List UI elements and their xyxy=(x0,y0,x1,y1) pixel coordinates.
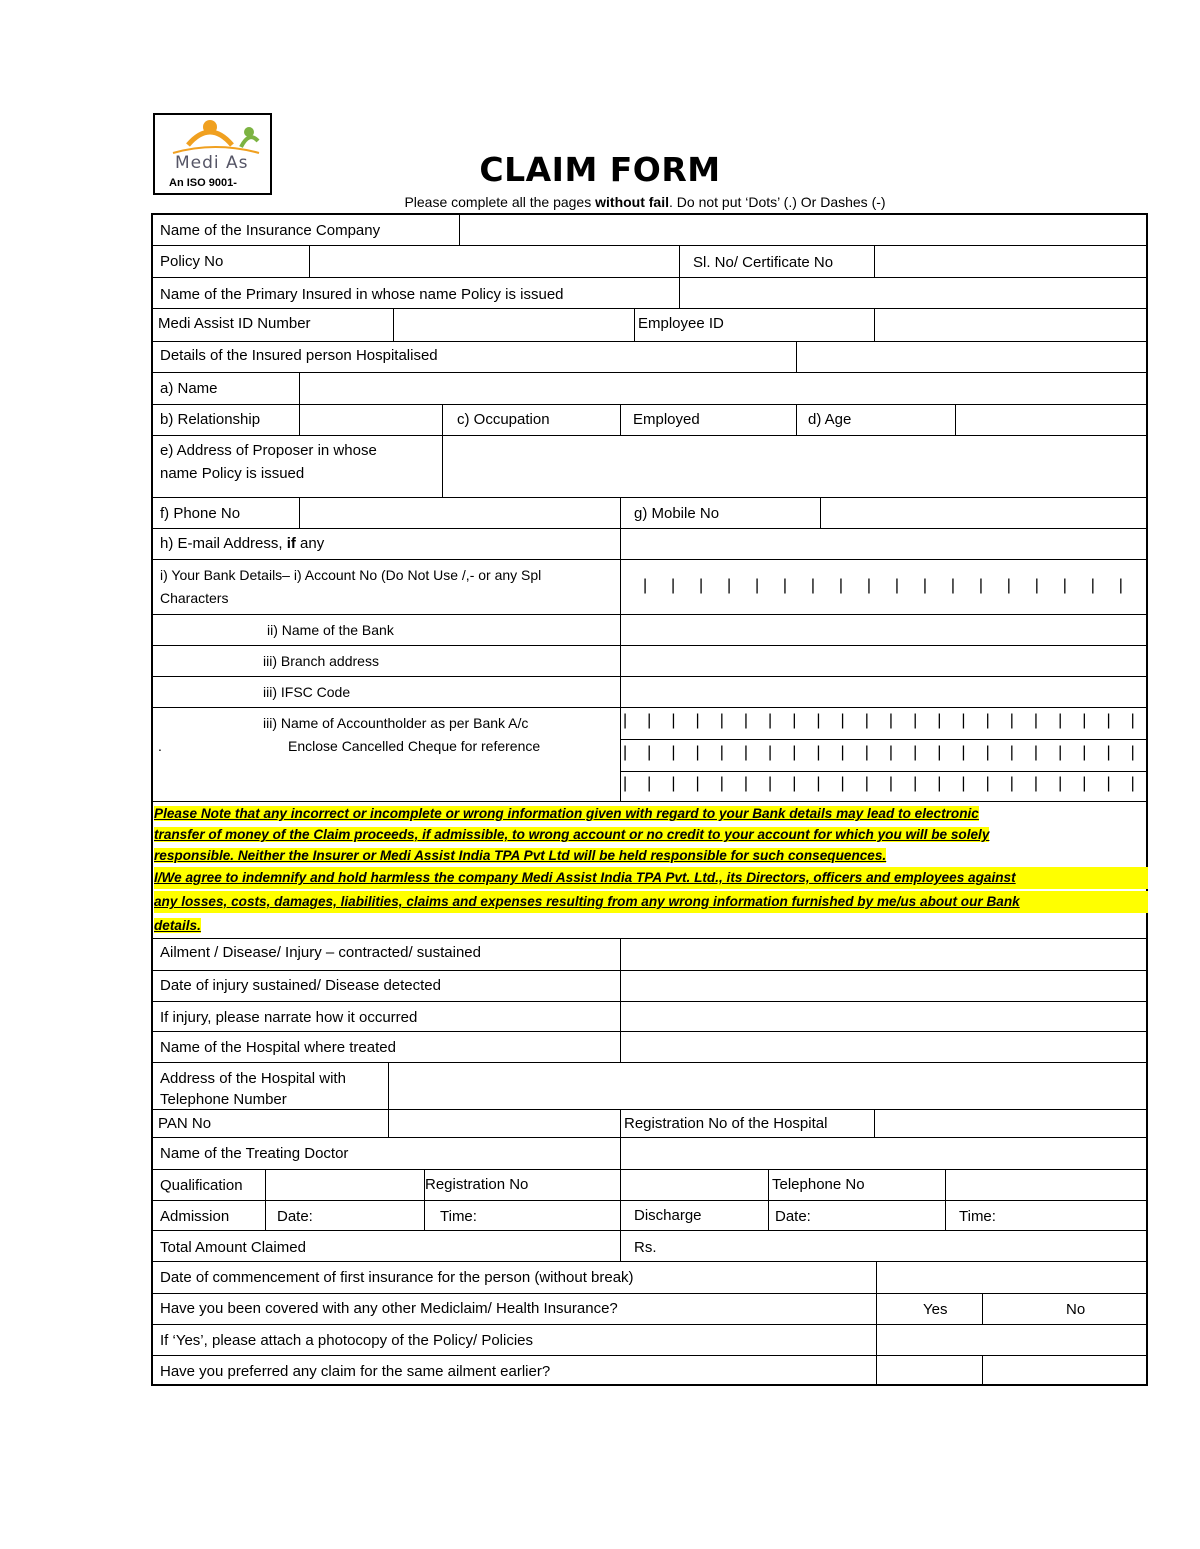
ailment-field[interactable] xyxy=(622,940,1147,970)
indemnity-line1: I/We agree to indemnify and hold harmless the company Medi Assist India TPA Pvt. Ltd., its Directors, officers and employees against xyxy=(154,867,1148,889)
email-label: h) E-mail Address, if any xyxy=(160,535,325,552)
logo-iso-text: An ISO 9001- xyxy=(169,177,237,189)
insurance-company-field[interactable] xyxy=(461,215,1147,245)
bank-note-line1: Please Note that any incorrect or incomplete or wrong information given with regard to your Bank details may lead to electronic xyxy=(154,806,979,821)
occupation-label: c) Occupation xyxy=(457,411,550,428)
indemnity-line3: details. xyxy=(154,918,201,933)
preferred-claim-yes-field[interactable] xyxy=(878,1357,982,1386)
primary-insured-label: Name of the Primary Insured in whose name Policy is issued xyxy=(160,286,564,303)
phone-label: f) Phone No xyxy=(160,505,241,522)
account-holder-label: iii) Name of Accountholder as per Bank A/c xyxy=(263,715,529,731)
employee-id-field[interactable] xyxy=(876,310,1147,341)
telephone-no-field[interactable] xyxy=(947,1171,1147,1200)
injury-date-field[interactable] xyxy=(622,972,1147,1001)
sl-no-label: Sl. No/ Certificate No xyxy=(693,254,834,271)
account-no-boxes[interactable]: | | | | | | | | | | | | | | | | | | xyxy=(643,577,1123,594)
policy-no-label: Policy No xyxy=(160,253,224,270)
sl-no-field[interactable] xyxy=(876,247,1147,277)
relationship-label: b) Relationship xyxy=(160,411,261,428)
proposer-address-label-line1: e) Address of Proposer in whose xyxy=(160,442,377,459)
hospital-address-label-line2: Telephone Number xyxy=(160,1091,287,1108)
hospital-address-label-line1: Address of the Hospital with xyxy=(160,1070,346,1087)
ifsc-code-label: iii) IFSC Code xyxy=(263,684,351,700)
qualification-label: Qualification xyxy=(160,1177,243,1194)
account-no-label-line2: Characters xyxy=(160,590,229,606)
bank-note-line3: responsible. Neither the Insurer or Medi Assist India TPA Pvt Ltd will be held responsible for such consequences. xyxy=(154,848,887,863)
pan-field[interactable] xyxy=(390,1111,620,1137)
primary-insured-field[interactable] xyxy=(681,279,1147,308)
phone-field[interactable] xyxy=(301,499,620,528)
branch-address-label: iii) Branch address xyxy=(263,653,379,669)
account-no-label-line1: i) Your Bank Details– i) Account No (Do Not Use /,- or any Spl xyxy=(160,567,542,583)
no-option[interactable]: No xyxy=(1066,1301,1086,1318)
account-holder-boxes-row1[interactable]: | | | | | | | | | | | | | | | | | | | | | | xyxy=(623,712,1135,729)
proposer-address-label-line2: name Policy is issued xyxy=(160,465,305,482)
discharge-label: Discharge xyxy=(634,1207,702,1224)
employee-id-label: Employee ID xyxy=(638,315,724,332)
age-field[interactable] xyxy=(957,406,1147,435)
claim-form-table xyxy=(151,213,1148,1386)
other-cover-label: Have you been covered with any other Mediclaim/ Health Insurance? xyxy=(160,1300,618,1317)
registration-no-field[interactable] xyxy=(622,1171,768,1200)
ifsc-code-field[interactable] xyxy=(622,678,1147,707)
discharge-time-label[interactable]: Time: xyxy=(959,1208,996,1225)
attach-policy-label: If ‘Yes’, please attach a photocopy of the Policy/ Policies xyxy=(160,1332,534,1349)
name-label: a) Name xyxy=(160,380,218,397)
mobile-label: g) Mobile No xyxy=(634,505,720,522)
indemnity-line2: any losses, costs, damages, liabilities, claims and expenses resulting from any wrong information furnished by me/us about our Bank xyxy=(154,891,1148,913)
qualification-field[interactable] xyxy=(267,1171,424,1200)
mobile-field[interactable] xyxy=(822,499,1147,528)
relationship-field[interactable] xyxy=(301,406,442,435)
policy-no-field[interactable] xyxy=(311,247,679,277)
commencement-field[interactable] xyxy=(878,1263,1147,1293)
medi-assist-id-label: Medi Assist ID Number xyxy=(158,315,311,332)
hospital-name-field[interactable] xyxy=(622,1033,1147,1062)
account-holder-boxes-row3[interactable]: | | | | | | | | | | | | | | | | | | | | | | xyxy=(623,775,1135,792)
logo-name: Medi As xyxy=(175,153,249,173)
injury-narrative-label: If injury, please narrate how it occurred xyxy=(160,1009,418,1026)
age-label: d) Age xyxy=(808,411,852,428)
total-claimed-label: Total Amount Claimed xyxy=(160,1239,306,1256)
insurance-company-label: Name of the Insurance Company xyxy=(160,222,381,239)
email-field[interactable] xyxy=(622,530,1147,559)
insured-details-label: Details of the Insured person Hospitalised xyxy=(160,347,438,364)
admission-time-label[interactable]: Time: xyxy=(440,1208,477,1225)
rs-label[interactable]: Rs. xyxy=(634,1239,657,1256)
ailment-label: Ailment / Disease/ Injury – contracted/ sustained xyxy=(160,944,481,961)
hospital-name-label: Name of the Hospital where treated xyxy=(160,1039,396,1056)
account-holder-boxes-row2[interactable]: | | | | | | | | | | | | | | | | | | | | | | xyxy=(623,744,1135,761)
commencement-label: Date of commencement of first insurance for the person (without break) xyxy=(160,1269,634,1286)
name-field[interactable] xyxy=(301,374,1147,404)
discharge-date-label[interactable]: Date: xyxy=(775,1208,811,1225)
pan-label: PAN No xyxy=(158,1115,212,1132)
bank-note-line2: transfer of money of the Claim proceeds, if admissible, to wrong account or no credit to your account for which you will be solely xyxy=(154,827,990,842)
yes-option[interactable]: Yes xyxy=(923,1301,948,1318)
page-title: CLAIM FORM xyxy=(479,150,721,189)
admission-label: Admission xyxy=(160,1208,230,1225)
hospital-registration-field[interactable] xyxy=(876,1111,1147,1137)
occupation-value: Employed xyxy=(633,411,700,428)
doctor-name-label: Name of the Treating Doctor xyxy=(160,1145,349,1162)
bank-name-field[interactable] xyxy=(622,616,1147,645)
registration-no-label: Registration No xyxy=(425,1176,529,1193)
bank-name-label: ii) Name of the Bank xyxy=(267,622,394,638)
dot-mark: . xyxy=(158,738,162,754)
doctor-name-field[interactable] xyxy=(622,1139,1147,1169)
attach-policy-field[interactable] xyxy=(878,1326,1147,1355)
injury-date-label: Date of injury sustained/ Disease detected xyxy=(160,977,441,994)
preferred-claim-label: Have you preferred any claim for the same ailment earlier? xyxy=(160,1363,551,1380)
instructions: Please complete all the pages without fail. Do not put ‘Dots’ (.) Or Dashes (-) xyxy=(404,194,886,210)
proposer-address-field[interactable] xyxy=(444,437,1147,497)
hospital-registration-label: Registration No of the Hospital xyxy=(624,1115,828,1132)
hospital-address-field[interactable] xyxy=(390,1064,1147,1109)
injury-narrative-field[interactable] xyxy=(622,1003,1147,1031)
preferred-claim-no-field[interactable] xyxy=(984,1357,1147,1386)
telephone-no-label: Telephone No xyxy=(772,1176,865,1193)
branch-address-field[interactable] xyxy=(622,647,1147,676)
medi-assist-id-field[interactable] xyxy=(395,310,634,341)
admission-date-label[interactable]: Date: xyxy=(277,1208,313,1225)
cheque-note-label: Enclose Cancelled Cheque for reference xyxy=(288,738,541,754)
